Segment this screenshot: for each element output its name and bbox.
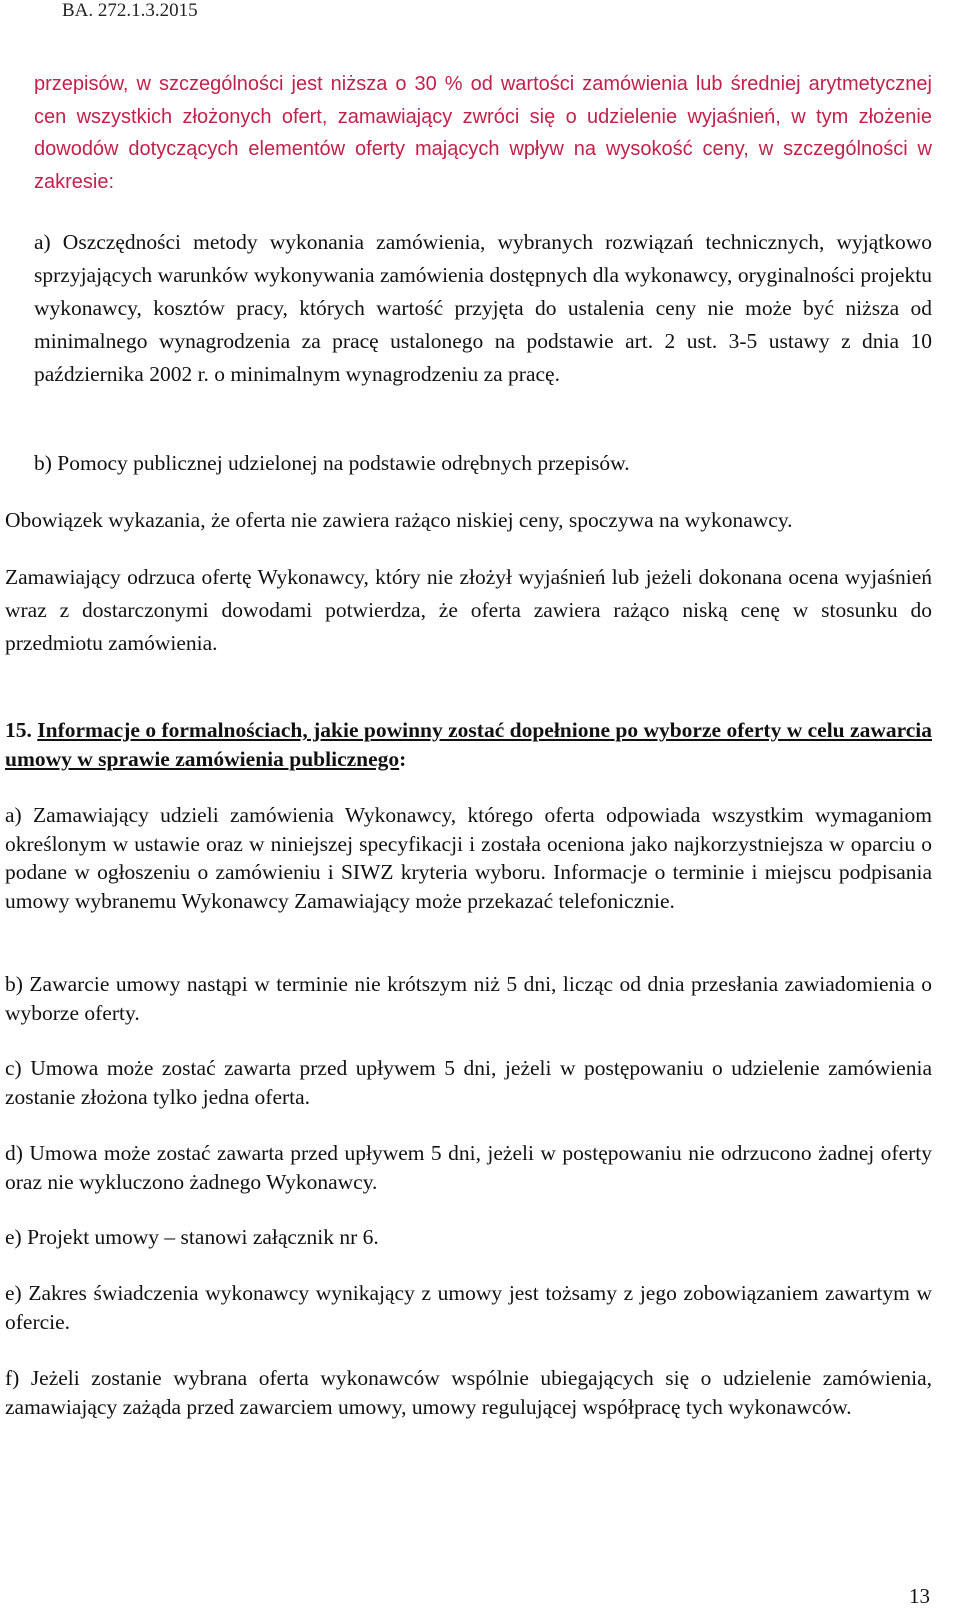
section-15-heading — [5, 716, 932, 773]
section-15-item-e1 — [5, 1223, 932, 1252]
section-15-item-d — [5, 1139, 932, 1196]
document-reference: BA. 272.1.3.2015 — [62, 0, 198, 21]
item-b-paragraph — [34, 447, 932, 480]
section-15-item-f — [5, 1364, 932, 1421]
section-15-item-b-text: b) Zawarcie umowy nastąpi w terminie nie krótszym niż 5 dni, licząc od dnia przesłania zawiadomienia o wyborze oferty. — [5, 972, 932, 1025]
section-15-number: 15. — [5, 718, 32, 742]
section-15-item-e2-text: e) Zakres świadczenia wykonawcy wynikający z umowy jest tożsamy z jego zobowiązaniem zawartym w ofercie. — [5, 1281, 932, 1334]
item-b-text: b) Pomocy publicznej udzielonej na podstawie odrębnych przepisów. — [34, 451, 630, 475]
obligation-paragraph — [5, 504, 932, 537]
rejection-paragraph — [5, 561, 932, 660]
section-15-item-d-text: d) Umowa może zostać zawarta przed upływem 5 dni, jeżeli w postępowaniu nie odrzucono żadnej oferty oraz nie wykluczono żadnego Wykonawcy. — [5, 1141, 932, 1194]
intro-paragraph — [34, 68, 932, 198]
section-15-item-e1-text: e) Projekt umowy – stanowi załącznik nr 6. — [5, 1225, 379, 1249]
item-a-paragraph — [34, 226, 932, 391]
section-15-item-b — [5, 970, 932, 1027]
section-15-item-f-text: f) Jeżeli zostanie wybrana oferta wykonawców wspólnie ubiegających się o udzielenie zamówienia, zamawiający zażąda przed zawarciem umowy, umowy regulującej współpracę tych wykonawców. — [5, 1366, 932, 1419]
section-15-item-a — [5, 801, 932, 915]
item-a-text: a) Oszczędności metody wykonania zamówienia, wybranych rozwiązań technicznych, wyjątkowo sprzyjających warunków wykonywania zamówienia dostępnych dla wykonawcy, oryginalności projektu wykonawcy, kosztów pracy, których wartość przyjęta do ustalenia ceny nie może być niższa od minimalnego wynagrodzenia za pracę ustalonego na podstawie art. 2 ust. 3-5 ustawy z dnia 10 października 2002 r. o minimalnym wynagrodzeniu za pracę. — [34, 230, 932, 386]
obligation-text: Obowiązek wykazania, że oferta nie zawiera rażąco niskiej ceny, spoczywa na wykonawcy. — [5, 508, 793, 532]
section-15-colon: : — [399, 746, 407, 771]
section-15-item-a-text: a) Zamawiający udzieli zamówienia Wykonawcy, którego oferta odpowiada wszystkim wymaganiom określonym w ustawie oraz w niniejszej specyfikacji i została oceniona jako najkorzystniejsza w oparciu o podane w ogłoszeniu o zamówieniu i SIWZ kryteria wyboru. Informacje o terminie i miejscu podpisania umowy wybranemu Wykonawcy Zamawiający może przekazać telefonicznie. — [5, 803, 932, 913]
section-15-title: Informacje o formalnościach, jakie powinny zostać dopełnione po wyborze oferty w celu zawarcia umowy w sprawie zamówienia publicznego — [5, 718, 933, 771]
intro-text: przepisów, w szczególności jest niższa o 30 % od wartości zamówienia lub średniej arytmetycznej cen wszystkich złożonych ofert, zamawiający zwróci się o udzielenie wyjaśnień, w tym złożenie dowodów dotyczących elementów oferty mających wpływ na wysokość ceny, w szczególności w zakresie: — [34, 73, 932, 193]
rejection-text: Zamawiający odrzuca ofertę Wykonawcy, który nie złożył wyjaśnień lub jeżeli dokonana ocena wyjaśnień wraz z dostarczonymi dowodami potwierdza, że oferta zawiera rażąco niską cenę w stosunku do przedmiotu zamówienia. — [5, 565, 932, 655]
page-number: 13 — [909, 1584, 930, 1608]
section-15-item-e2 — [5, 1279, 932, 1336]
section-15-item-c — [5, 1054, 932, 1111]
section-15-item-c-text: c) Umowa może zostać zawarta przed upływem 5 dni, jeżeli w postępowaniu o udzielenie zamówienia zostanie złożona tylko jedna oferta. — [5, 1056, 932, 1109]
